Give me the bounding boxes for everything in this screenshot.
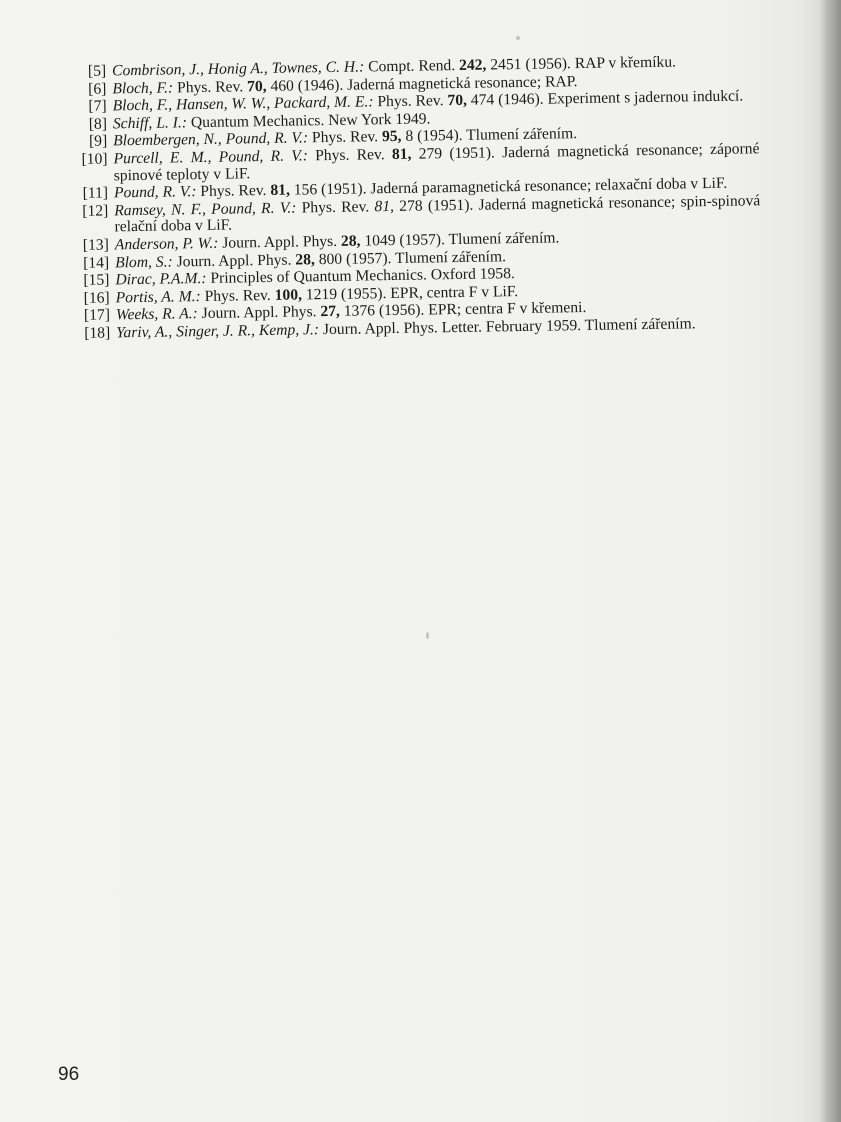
reference-volume: 81, — [270, 181, 291, 200]
reference-number: [7] — [88, 97, 107, 115]
reference-authors: Ramsey, N. F., Pound, R. V.: — [114, 199, 297, 220]
reference-journal: Phys. Rev. — [301, 198, 370, 217]
reference-details: 1376 (1956). EPR; centra F v křemeni. — [343, 299, 587, 321]
page-spine-shadow — [819, 0, 841, 1122]
reference-volume: 28, — [340, 232, 361, 250]
reference-authors: Dirac, P.A.M.: — [115, 270, 207, 289]
reference-details: 156 (1951). Jaderná paramagnetická resonance; relaxační doba v LiF. — [293, 174, 728, 199]
paper-speck — [426, 632, 429, 639]
reference-number: [16] — [83, 289, 110, 307]
reference-details: February 1959. Tlumení zářením. — [485, 315, 696, 336]
reference-journal: Principles of Quantum Mechanics. — [210, 266, 428, 288]
reference-journal: Phys. Rev. — [204, 286, 271, 305]
reference-number: [15] — [83, 271, 110, 290]
reference-number: [12] — [82, 202, 109, 220]
page-number: 96 — [58, 1064, 80, 1085]
reference-details: 460 (1946). Jaderná magnetická resonance; RAP. — [270, 72, 578, 95]
reference-volume: 81, — [391, 145, 412, 163]
reference-details: New York 1949. — [328, 110, 431, 129]
reference-journal: Journ. Appl. Phys. — [201, 303, 317, 323]
reference-authors: Portis, A. M.: — [115, 287, 201, 307]
reference-details: Oxford 1958. — [430, 265, 515, 284]
reference-number: [10] — [81, 150, 108, 168]
reference-journal: Journ. Appl. Phys. — [222, 232, 338, 252]
reference-authors: Bloch, F.: — [112, 79, 174, 97]
reference-authors: Anderson, P. W.: — [114, 234, 219, 254]
reference-list — [74, 53, 762, 343]
reference-journal: Journ. Appl. Phys. — [176, 251, 292, 270]
reference-authors: Pound, R. V.: — [113, 183, 197, 202]
reference-volume: 81, — [374, 197, 395, 216]
reference-journal: Journ. Appl. Phys. Letter. — [322, 318, 483, 339]
reference-authors: Yariv, A., Singer, J. R., Kemp, J.: — [116, 321, 320, 342]
reference-number: [6] — [88, 80, 107, 98]
reference-details: 2451 (1956). RAP v křemíku. — [490, 53, 677, 74]
reference-journal: Phys. Rev. — [176, 77, 244, 96]
reference-authors: Schiff, L. I.: — [112, 114, 188, 133]
reference-details: 800 (1957). Tlumení zářením. — [318, 247, 507, 268]
reference-volume: 28, — [295, 250, 315, 269]
reference-journal: Quantum Mechanics. — [190, 111, 325, 131]
reference-journal: Compt. Rend. — [367, 57, 456, 76]
reference-journal: Phys. Rev. — [311, 128, 379, 147]
reference-number: [5] — [87, 62, 107, 80]
reference-number: [13] — [82, 236, 109, 254]
reference-volume: 100, — [274, 286, 303, 304]
reference-details: 8 (1954). Tlumení zářením. — [405, 125, 578, 146]
reference-volume: 242, — [458, 56, 487, 74]
reference-number: [8] — [88, 115, 108, 133]
reference-authors: Bloembergen, N., Pound, R. V.: — [113, 129, 309, 150]
reference-details: 279 (1951). Jaderná magnetická resonance; záporné spinové teploty v LiF. — [113, 140, 760, 184]
reference-authors: Bloch, F., Hansen, W. W., Packard, M. E.: — [112, 93, 374, 115]
reference-details: 1219 (1955). EPR, centra F v LiF. — [305, 282, 519, 304]
reference-details: 1049 (1957). Tlumení zářením. — [364, 229, 560, 250]
reference-journal: Phys. Rev. — [200, 182, 267, 201]
reference-authors: Weeks, R. A.: — [115, 305, 198, 324]
reference-number: [17] — [83, 306, 111, 325]
reference-details: 474 (1946). Experiment s jadernou indukcí. — [470, 87, 744, 109]
reference-volume: 70, — [246, 77, 267, 95]
reference-number: [18] — [84, 324, 111, 342]
reference-authors: Purcell, E. M., Pound, R. V.: — [113, 147, 309, 168]
reference-authors: Blom, S.: — [114, 253, 173, 271]
reference-journal: Phys. Rev. — [315, 146, 385, 165]
reference-details: 278 (1951). Jaderná magnetická resonance; spin-spinová relační doba v LiF. — [114, 191, 761, 236]
reference-volume: 95, — [381, 128, 402, 146]
reference-number: [9] — [88, 132, 108, 151]
reference-number: [11] — [82, 184, 109, 203]
paper-speck — [516, 36, 520, 40]
reference-authors: Combrison, J., Honig A., Townes, C. H.: — [111, 58, 365, 80]
reference-volume: 70, — [447, 92, 468, 110]
reference-journal: Phys. Rev. — [377, 92, 444, 111]
reference-volume: 27, — [320, 303, 341, 321]
reference-number: [14] — [83, 254, 110, 272]
